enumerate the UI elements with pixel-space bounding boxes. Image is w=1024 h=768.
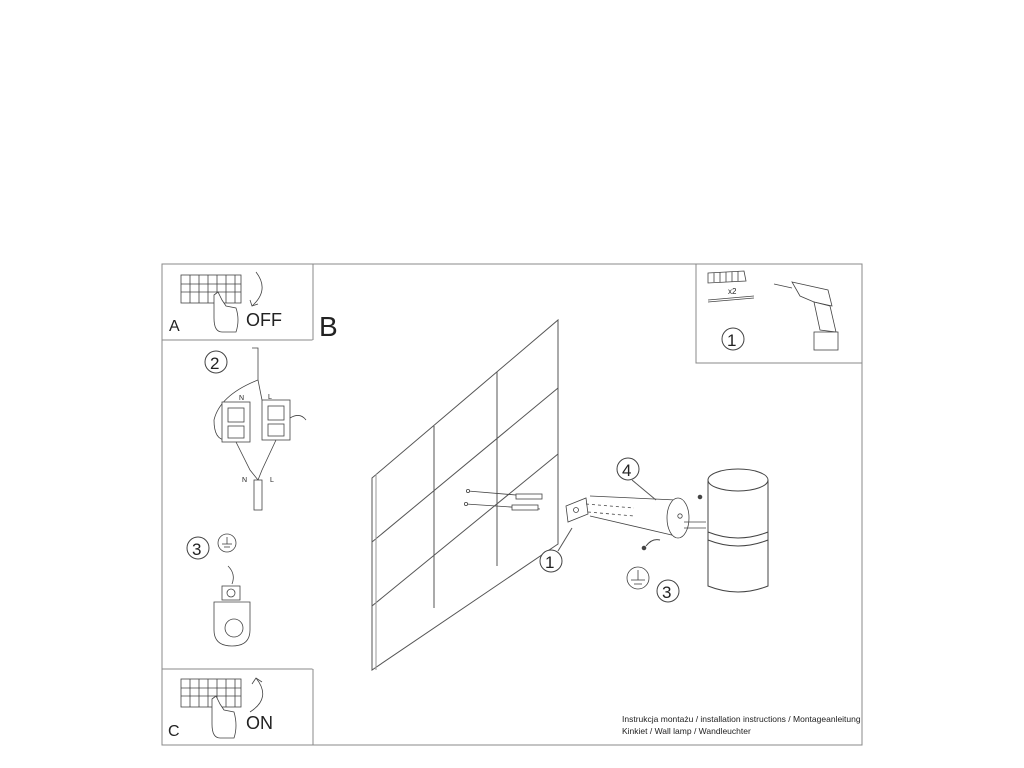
- screw-icon: [708, 296, 754, 302]
- wiring-terminals-illustration: [214, 348, 306, 510]
- callout-3: 3: [662, 583, 672, 602]
- step2-l-bottom: L: [270, 477, 274, 484]
- kit-number: 1: [727, 331, 737, 350]
- step2-number: 2: [210, 354, 220, 373]
- ground-bracket-illustration: [214, 566, 250, 646]
- dowel-icon: [708, 271, 746, 283]
- step3-left-number: 3: [192, 540, 202, 559]
- mounting-screws: [464, 489, 542, 510]
- lamp-cylinder-shade: [708, 469, 768, 592]
- step2-l-top: L: [268, 394, 272, 401]
- callout-4-leader: [632, 480, 656, 500]
- callout-1-leader: [558, 528, 572, 551]
- panel-c-on-label: ON: [246, 713, 273, 733]
- caption-line-2: Kinkiet / Wall lamp / Wandleuchter: [622, 726, 751, 736]
- panel-b-letter: B: [319, 311, 338, 342]
- drill-icon: [774, 282, 838, 350]
- kit-quantity: x2: [728, 287, 737, 296]
- panel-a-letter: A: [169, 318, 180, 335]
- step2-n-bottom: N: [242, 477, 248, 484]
- ground-symbol-left: [218, 534, 236, 552]
- caption-line-1: Instrukcja montażu / installation instructions / Montageanleitung: [622, 714, 861, 724]
- callout-4: 4: [622, 461, 632, 480]
- step2-n-top: N: [239, 395, 245, 402]
- ground-symbol-right: [627, 567, 649, 589]
- lamp-base-cone: [590, 496, 706, 538]
- panel-a-off-label: OFF: [246, 310, 282, 330]
- panel-c-letter: C: [168, 723, 180, 740]
- callout-1: 1: [545, 553, 555, 572]
